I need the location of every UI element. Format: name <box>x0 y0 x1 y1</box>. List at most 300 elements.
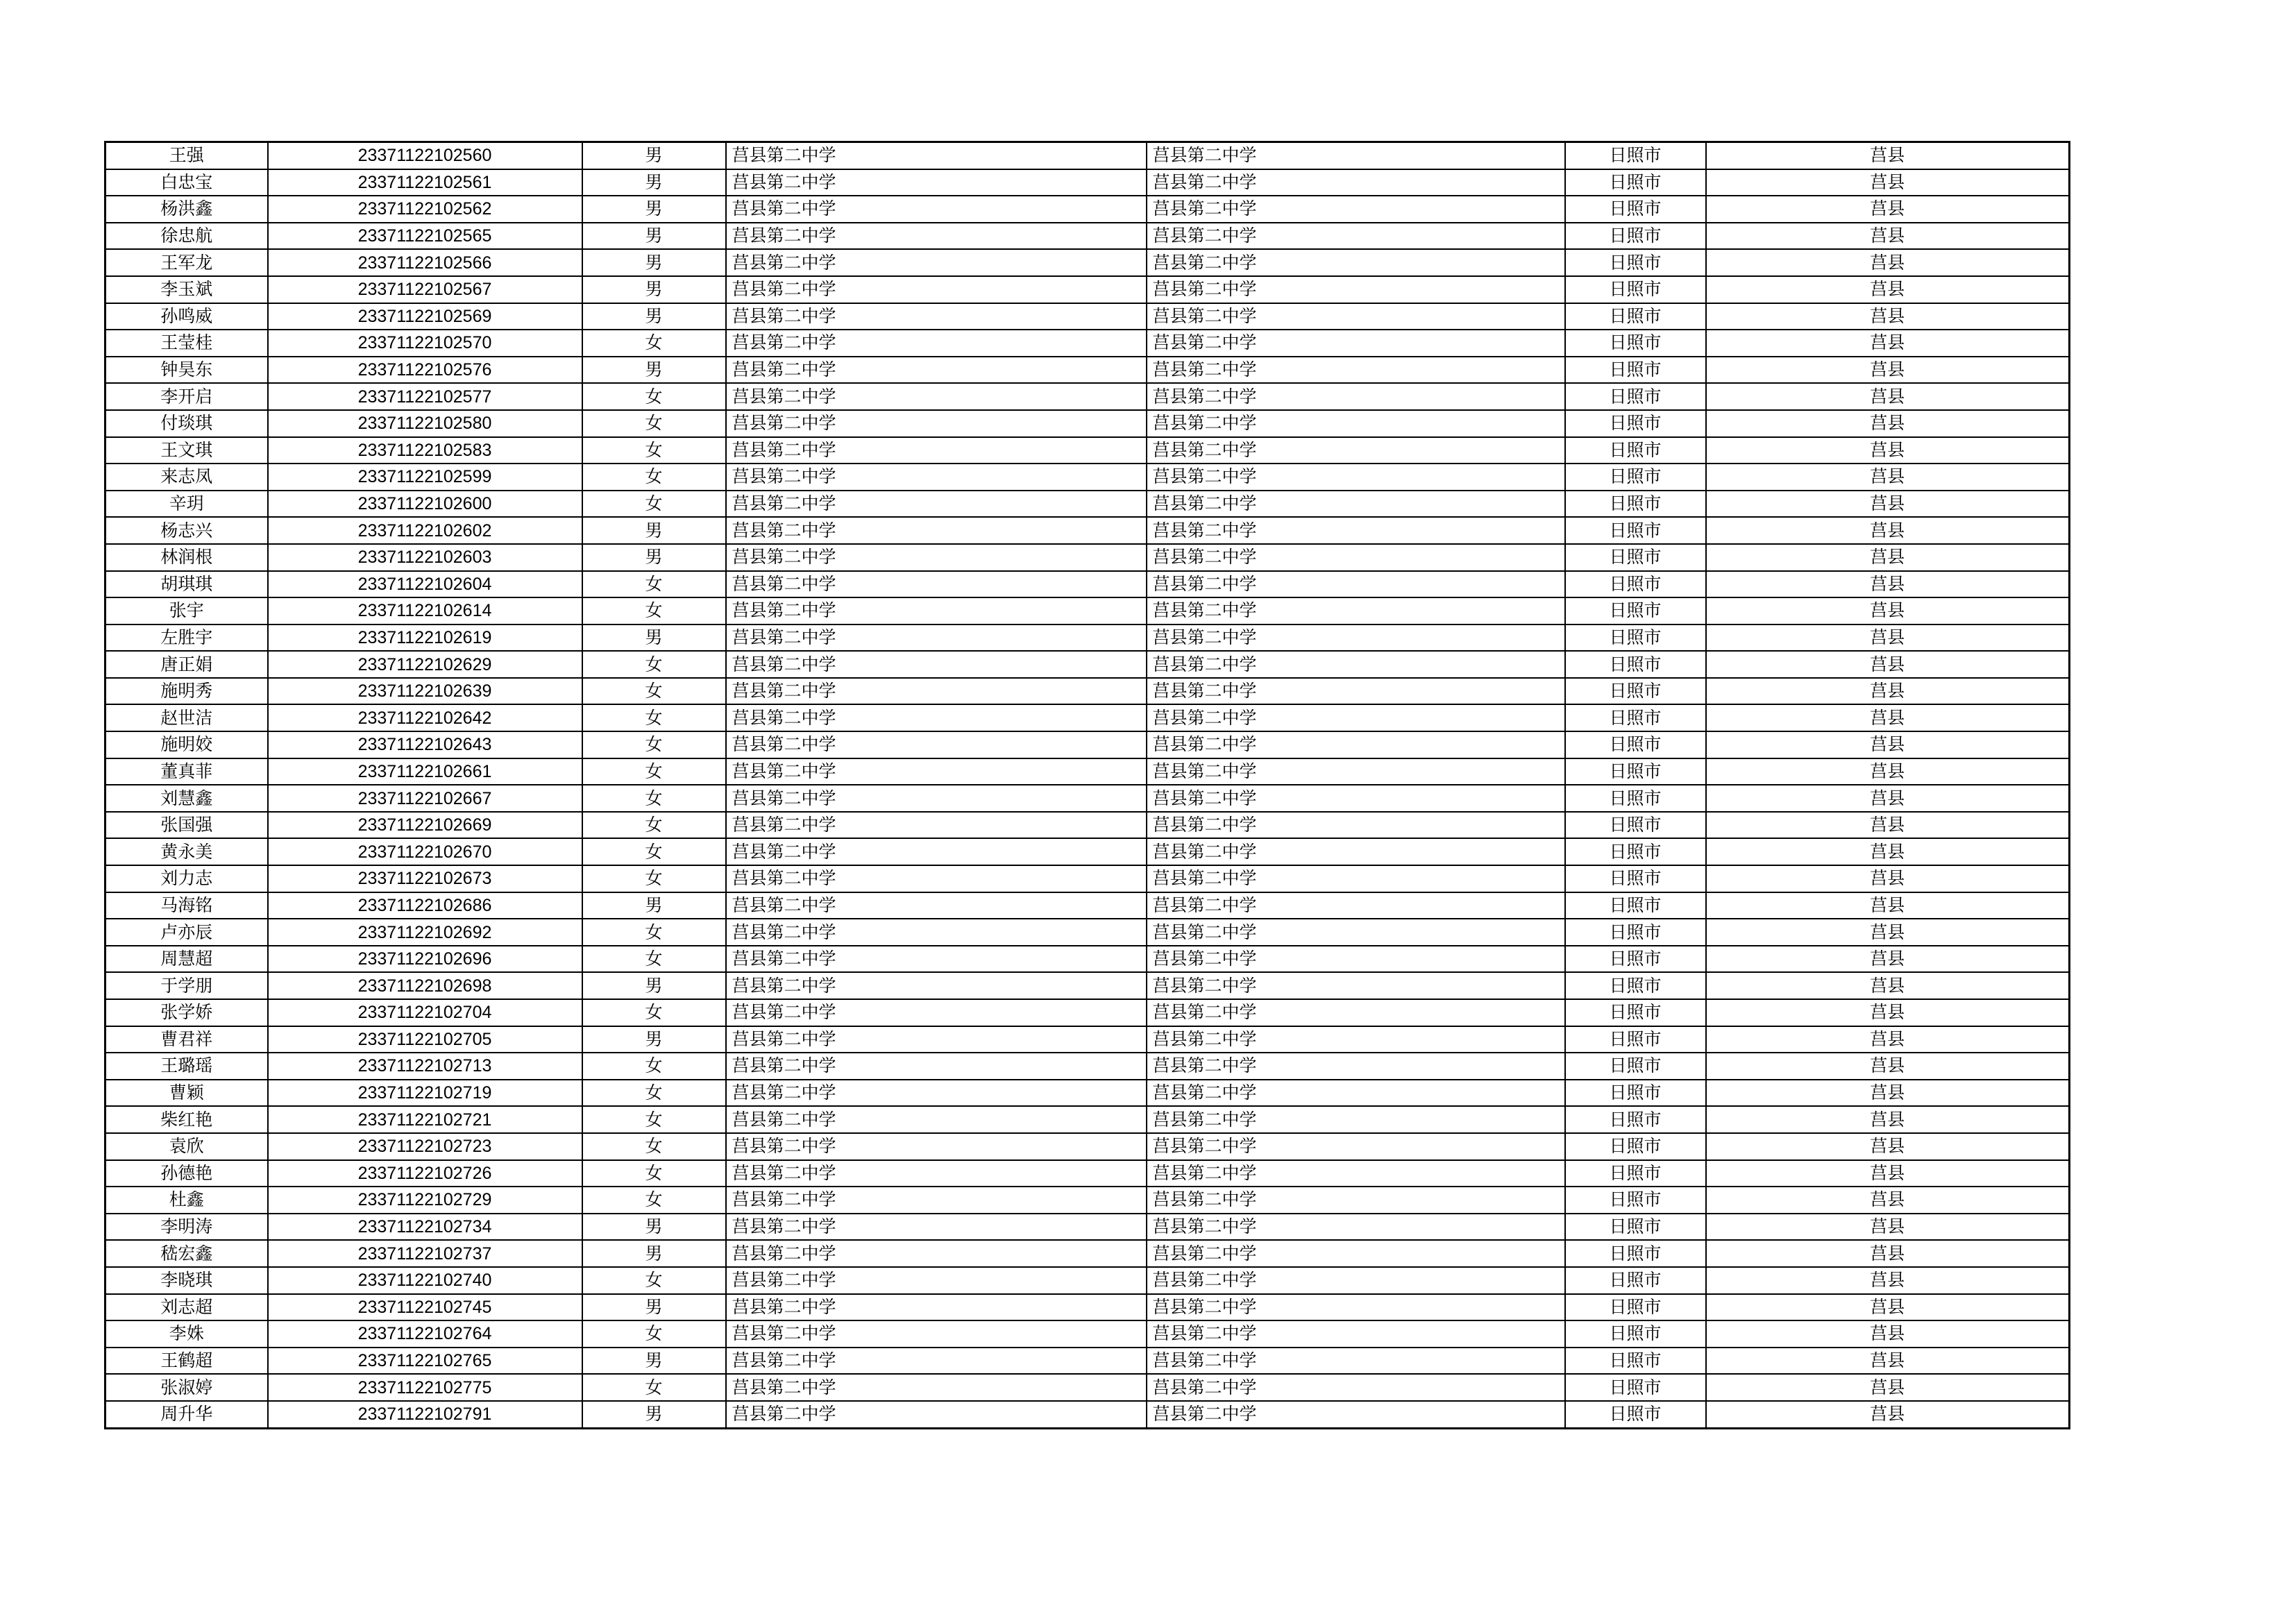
cell-school: 莒县第二中学 <box>726 946 1147 973</box>
cell-city: 日照市 <box>1565 303 1706 330</box>
cell-school: 莒县第二中学 <box>726 624 1147 652</box>
cell-exam-id: 23371122102721 <box>268 1106 582 1133</box>
cell-gender: 女 <box>582 1053 726 1080</box>
cell-county: 莒县 <box>1706 624 2070 652</box>
cell-county: 莒县 <box>1706 571 2070 598</box>
cell-county: 莒县 <box>1706 491 2070 518</box>
cell-gender: 女 <box>582 758 726 785</box>
cell-city: 日照市 <box>1565 999 1706 1026</box>
cell-county: 莒县 <box>1706 544 2070 571</box>
cell-county: 莒县 <box>1706 1320 2070 1348</box>
cell-unit: 莒县第二中学 <box>1147 1106 1565 1133</box>
cell-exam-id: 23371122102670 <box>268 838 582 865</box>
cell-name: 于学朋 <box>105 972 268 999</box>
cell-unit: 莒县第二中学 <box>1147 758 1565 785</box>
cell-name: 白忠宝 <box>105 169 268 196</box>
table-row <box>105 169 2070 196</box>
cell-unit: 莒县第二中学 <box>1147 919 1565 946</box>
cell-gender: 女 <box>582 491 726 518</box>
cell-unit: 莒县第二中学 <box>1147 704 1565 731</box>
table-row <box>105 624 2070 652</box>
cell-unit: 莒县第二中学 <box>1147 892 1565 919</box>
cell-school: 莒县第二中学 <box>726 865 1147 892</box>
cell-school: 莒县第二中学 <box>726 1160 1147 1187</box>
table-row <box>105 1053 2070 1080</box>
cell-county: 莒县 <box>1706 383 2070 410</box>
cell-county: 莒县 <box>1706 865 2070 892</box>
cell-county: 莒县 <box>1706 196 2070 223</box>
cell-name: 徐忠航 <box>105 223 268 250</box>
cell-exam-id: 23371122102667 <box>268 785 582 812</box>
cell-school: 莒县第二中学 <box>726 1187 1147 1214</box>
cell-county: 莒县 <box>1706 1053 2070 1080</box>
cell-unit: 莒县第二中学 <box>1147 330 1565 357</box>
cell-city: 日照市 <box>1565 758 1706 785</box>
cell-unit: 莒县第二中学 <box>1147 571 1565 598</box>
table-row <box>105 972 2070 999</box>
cell-gender: 男 <box>582 892 726 919</box>
cell-unit: 莒县第二中学 <box>1147 812 1565 839</box>
cell-county: 莒县 <box>1706 1348 2070 1375</box>
cell-school: 莒县第二中学 <box>726 383 1147 410</box>
cell-city: 日照市 <box>1565 142 1706 169</box>
table-row <box>105 196 2070 223</box>
cell-city: 日照市 <box>1565 1106 1706 1133</box>
cell-exam-id: 23371122102614 <box>268 597 582 624</box>
cell-exam-id: 23371122102600 <box>268 491 582 518</box>
table-row <box>105 1320 2070 1348</box>
table-row <box>105 919 2070 946</box>
cell-city: 日照市 <box>1565 892 1706 919</box>
cell-unit: 莒县第二中学 <box>1147 169 1565 196</box>
cell-school: 莒县第二中学 <box>726 1106 1147 1133</box>
cell-county: 莒县 <box>1706 357 2070 384</box>
cell-city: 日照市 <box>1565 1267 1706 1294</box>
cell-name: 袁欣 <box>105 1133 268 1160</box>
cell-unit: 莒县第二中学 <box>1147 651 1565 678</box>
cell-county: 莒县 <box>1706 1187 2070 1214</box>
cell-county: 莒县 <box>1706 972 2070 999</box>
cell-city: 日照市 <box>1565 249 1706 276</box>
cell-name: 张淑婷 <box>105 1374 268 1401</box>
cell-name: 孙德艳 <box>105 1160 268 1187</box>
cell-gender: 男 <box>582 223 726 250</box>
table-row <box>105 223 2070 250</box>
cell-unit: 莒县第二中学 <box>1147 464 1565 491</box>
table-row <box>105 785 2070 812</box>
cell-school: 莒县第二中学 <box>726 678 1147 705</box>
table-row <box>105 892 2070 919</box>
cell-unit: 莒县第二中学 <box>1147 410 1565 437</box>
cell-name: 刘慧鑫 <box>105 785 268 812</box>
cell-city: 日照市 <box>1565 383 1706 410</box>
cell-name: 辛玥 <box>105 491 268 518</box>
cell-city: 日照市 <box>1565 571 1706 598</box>
cell-unit: 莒县第二中学 <box>1147 1026 1565 1053</box>
cell-school: 莒县第二中学 <box>726 142 1147 169</box>
cell-unit: 莒县第二中学 <box>1147 1080 1565 1107</box>
cell-name: 王军龙 <box>105 249 268 276</box>
cell-county: 莒县 <box>1706 1240 2070 1267</box>
cell-exam-id: 23371122102723 <box>268 1133 582 1160</box>
table-row <box>105 437 2070 464</box>
cell-unit: 莒县第二中学 <box>1147 249 1565 276</box>
cell-name: 杨洪鑫 <box>105 196 268 223</box>
cell-exam-id: 23371122102686 <box>268 892 582 919</box>
cell-school: 莒县第二中学 <box>726 1026 1147 1053</box>
cell-exam-id: 23371122102561 <box>268 169 582 196</box>
cell-city: 日照市 <box>1565 544 1706 571</box>
cell-unit: 莒县第二中学 <box>1147 437 1565 464</box>
cell-gender: 男 <box>582 972 726 999</box>
cell-school: 莒县第二中学 <box>726 1294 1147 1321</box>
table-row <box>105 1294 2070 1321</box>
cell-county: 莒县 <box>1706 678 2070 705</box>
cell-name: 杜鑫 <box>105 1187 268 1214</box>
cell-school: 莒县第二中学 <box>726 704 1147 731</box>
cell-exam-id: 23371122102698 <box>268 972 582 999</box>
cell-city: 日照市 <box>1565 1214 1706 1241</box>
cell-city: 日照市 <box>1565 196 1706 223</box>
cell-unit: 莒县第二中学 <box>1147 276 1565 303</box>
cell-exam-id: 23371122102719 <box>268 1080 582 1107</box>
cell-name: 周升华 <box>105 1401 268 1428</box>
table-row <box>105 357 2070 384</box>
table-row <box>105 758 2070 785</box>
cell-county: 莒县 <box>1706 169 2070 196</box>
cell-exam-id: 23371122102692 <box>268 919 582 946</box>
cell-county: 莒县 <box>1706 303 2070 330</box>
cell-exam-id: 23371122102775 <box>268 1374 582 1401</box>
cell-name: 王莹桂 <box>105 330 268 357</box>
cell-gender: 男 <box>582 544 726 571</box>
cell-exam-id: 23371122102737 <box>268 1240 582 1267</box>
cell-gender: 男 <box>582 249 726 276</box>
cell-county: 莒县 <box>1706 999 2070 1026</box>
table-row <box>105 464 2070 491</box>
cell-name: 王文琪 <box>105 437 268 464</box>
cell-name: 王强 <box>105 142 268 169</box>
cell-unit: 莒县第二中学 <box>1147 223 1565 250</box>
cell-unit: 莒县第二中学 <box>1147 1214 1565 1241</box>
cell-gender: 男 <box>582 303 726 330</box>
table-row <box>105 704 2070 731</box>
cell-name: 刘志超 <box>105 1294 268 1321</box>
cell-county: 莒县 <box>1706 892 2070 919</box>
cell-school: 莒县第二中学 <box>726 464 1147 491</box>
table-row <box>105 276 2070 303</box>
cell-city: 日照市 <box>1565 1348 1706 1375</box>
cell-city: 日照市 <box>1565 865 1706 892</box>
table-row <box>105 491 2070 518</box>
cell-school: 莒县第二中学 <box>726 544 1147 571</box>
cell-name: 张宇 <box>105 597 268 624</box>
cell-city: 日照市 <box>1565 785 1706 812</box>
cell-school: 莒县第二中学 <box>726 838 1147 865</box>
cell-county: 莒县 <box>1706 1294 2070 1321</box>
cell-county: 莒县 <box>1706 517 2070 544</box>
cell-unit: 莒县第二中学 <box>1147 1133 1565 1160</box>
cell-school: 莒县第二中学 <box>726 1240 1147 1267</box>
cell-name: 曹颖 <box>105 1080 268 1107</box>
cell-gender: 女 <box>582 464 726 491</box>
cell-gender: 男 <box>582 624 726 652</box>
cell-exam-id: 23371122102673 <box>268 865 582 892</box>
cell-gender: 女 <box>582 1080 726 1107</box>
cell-county: 莒县 <box>1706 1080 2070 1107</box>
cell-school: 莒县第二中学 <box>726 1401 1147 1428</box>
cell-unit: 莒县第二中学 <box>1147 1160 1565 1187</box>
cell-gender: 女 <box>582 383 726 410</box>
cell-gender: 女 <box>582 1133 726 1160</box>
cell-exam-id: 23371122102734 <box>268 1214 582 1241</box>
cell-school: 莒县第二中学 <box>726 491 1147 518</box>
cell-exam-id: 23371122102576 <box>268 357 582 384</box>
cell-school: 莒县第二中学 <box>726 1214 1147 1241</box>
table-row <box>105 517 2070 544</box>
cell-city: 日照市 <box>1565 946 1706 973</box>
cell-city: 日照市 <box>1565 1053 1706 1080</box>
cell-city: 日照市 <box>1565 1320 1706 1348</box>
cell-gender: 女 <box>582 865 726 892</box>
cell-gender: 女 <box>582 437 726 464</box>
cell-exam-id: 23371122102580 <box>268 410 582 437</box>
cell-county: 莒县 <box>1706 1106 2070 1133</box>
cell-school: 莒县第二中学 <box>726 196 1147 223</box>
cell-city: 日照市 <box>1565 597 1706 624</box>
cell-exam-id: 23371122102642 <box>268 704 582 731</box>
cell-county: 莒县 <box>1706 731 2070 758</box>
table-row <box>105 1267 2070 1294</box>
cell-name: 刘力志 <box>105 865 268 892</box>
cell-school: 莒县第二中学 <box>726 812 1147 839</box>
cell-exam-id: 23371122102791 <box>268 1401 582 1428</box>
cell-unit: 莒县第二中学 <box>1147 1187 1565 1214</box>
table-row <box>105 838 2070 865</box>
table-row <box>105 1240 2070 1267</box>
table-row <box>105 1160 2070 1187</box>
cell-exam-id: 23371122102570 <box>268 330 582 357</box>
cell-exam-id: 23371122102740 <box>268 1267 582 1294</box>
cell-gender: 男 <box>582 1214 726 1241</box>
cell-exam-id: 23371122102602 <box>268 517 582 544</box>
cell-exam-id: 23371122102765 <box>268 1348 582 1375</box>
cell-city: 日照市 <box>1565 410 1706 437</box>
cell-exam-id: 23371122102583 <box>268 437 582 464</box>
cell-exam-id: 23371122102560 <box>268 142 582 169</box>
cell-unit: 莒县第二中学 <box>1147 517 1565 544</box>
cell-gender: 女 <box>582 330 726 357</box>
cell-county: 莒县 <box>1706 410 2070 437</box>
cell-unit: 莒县第二中学 <box>1147 865 1565 892</box>
cell-name: 周慧超 <box>105 946 268 973</box>
cell-gender: 女 <box>582 999 726 1026</box>
cell-gender: 女 <box>582 812 726 839</box>
cell-gender: 男 <box>582 142 726 169</box>
cell-county: 莒县 <box>1706 1374 2070 1401</box>
cell-exam-id: 23371122102704 <box>268 999 582 1026</box>
cell-gender: 女 <box>582 1106 726 1133</box>
table-row <box>105 142 2070 169</box>
table-row <box>105 1106 2070 1133</box>
cell-exam-id: 23371122102705 <box>268 1026 582 1053</box>
cell-name: 卢亦辰 <box>105 919 268 946</box>
cell-name: 杨志兴 <box>105 517 268 544</box>
cell-unit: 莒县第二中学 <box>1147 1240 1565 1267</box>
cell-city: 日照市 <box>1565 651 1706 678</box>
cell-school: 莒县第二中学 <box>726 410 1147 437</box>
cell-gender: 女 <box>582 1374 726 1401</box>
cell-unit: 莒县第二中学 <box>1147 597 1565 624</box>
cell-gender: 男 <box>582 1294 726 1321</box>
table-row <box>105 544 2070 571</box>
cell-exam-id: 23371122102599 <box>268 464 582 491</box>
table-row <box>105 651 2070 678</box>
cell-school: 莒县第二中学 <box>726 919 1147 946</box>
cell-city: 日照市 <box>1565 437 1706 464</box>
cell-county: 莒县 <box>1706 1026 2070 1053</box>
cell-unit: 莒县第二中学 <box>1147 383 1565 410</box>
cell-city: 日照市 <box>1565 1240 1706 1267</box>
cell-gender: 女 <box>582 597 726 624</box>
cell-county: 莒县 <box>1706 437 2070 464</box>
roster-rows <box>105 142 2070 1429</box>
cell-unit: 莒县第二中学 <box>1147 838 1565 865</box>
cell-name: 胡琪琪 <box>105 571 268 598</box>
cell-gender: 女 <box>582 785 726 812</box>
cell-name: 黄永美 <box>105 838 268 865</box>
cell-name: 施明秀 <box>105 678 268 705</box>
cell-county: 莒县 <box>1706 1401 2070 1428</box>
cell-city: 日照市 <box>1565 1026 1706 1053</box>
cell-unit: 莒县第二中学 <box>1147 1401 1565 1428</box>
cell-school: 莒县第二中学 <box>726 758 1147 785</box>
cell-school: 莒县第二中学 <box>726 223 1147 250</box>
cell-city: 日照市 <box>1565 624 1706 652</box>
table-row <box>105 865 2070 892</box>
cell-unit: 莒县第二中学 <box>1147 1053 1565 1080</box>
table-row <box>105 946 2070 973</box>
cell-city: 日照市 <box>1565 517 1706 544</box>
cell-school: 莒县第二中学 <box>726 330 1147 357</box>
cell-county: 莒县 <box>1706 838 2070 865</box>
cell-name: 李晓琪 <box>105 1267 268 1294</box>
cell-school: 莒县第二中学 <box>726 731 1147 758</box>
cell-county: 莒县 <box>1706 812 2070 839</box>
cell-exam-id: 23371122102764 <box>268 1320 582 1348</box>
cell-unit: 莒县第二中学 <box>1147 1374 1565 1401</box>
cell-gender: 女 <box>582 410 726 437</box>
cell-exam-id: 23371122102639 <box>268 678 582 705</box>
cell-name: 施明姣 <box>105 731 268 758</box>
cell-name: 孙鸣威 <box>105 303 268 330</box>
cell-gender: 男 <box>582 1240 726 1267</box>
table-row <box>105 1080 2070 1107</box>
cell-county: 莒县 <box>1706 249 2070 276</box>
cell-exam-id: 23371122102604 <box>268 571 582 598</box>
cell-gender: 男 <box>582 1026 726 1053</box>
cell-gender: 女 <box>582 919 726 946</box>
cell-name: 张学娇 <box>105 999 268 1026</box>
cell-gender: 女 <box>582 731 726 758</box>
cell-gender: 男 <box>582 169 726 196</box>
cell-school: 莒县第二中学 <box>726 571 1147 598</box>
cell-city: 日照市 <box>1565 464 1706 491</box>
cell-gender: 男 <box>582 357 726 384</box>
cell-name: 李玉斌 <box>105 276 268 303</box>
cell-school: 莒县第二中学 <box>726 517 1147 544</box>
cell-unit: 莒县第二中学 <box>1147 544 1565 571</box>
cell-name: 赵世洁 <box>105 704 268 731</box>
cell-city: 日照市 <box>1565 330 1706 357</box>
cell-school: 莒县第二中学 <box>726 1320 1147 1348</box>
cell-exam-id: 23371122102619 <box>268 624 582 652</box>
table-row <box>105 678 2070 705</box>
cell-unit: 莒县第二中学 <box>1147 1320 1565 1348</box>
cell-school: 莒县第二中学 <box>726 169 1147 196</box>
table-row <box>105 330 2070 357</box>
cell-name: 付琰琪 <box>105 410 268 437</box>
cell-name: 林润根 <box>105 544 268 571</box>
cell-exam-id: 23371122102726 <box>268 1160 582 1187</box>
cell-name: 来志凤 <box>105 464 268 491</box>
table-row <box>105 410 2070 437</box>
cell-unit: 莒县第二中学 <box>1147 1348 1565 1375</box>
cell-exam-id: 23371122102643 <box>268 731 582 758</box>
cell-city: 日照市 <box>1565 1294 1706 1321</box>
cell-gender: 男 <box>582 276 726 303</box>
cell-county: 莒县 <box>1706 785 2070 812</box>
cell-gender: 女 <box>582 1160 726 1187</box>
cell-city: 日照市 <box>1565 169 1706 196</box>
cell-unit: 莒县第二中学 <box>1147 624 1565 652</box>
cell-city: 日照市 <box>1565 972 1706 999</box>
cell-gender: 男 <box>582 1401 726 1428</box>
cell-gender: 女 <box>582 571 726 598</box>
cell-city: 日照市 <box>1565 678 1706 705</box>
cell-gender: 女 <box>582 651 726 678</box>
cell-gender: 女 <box>582 704 726 731</box>
table-row <box>105 999 2070 1026</box>
cell-name: 钟昊东 <box>105 357 268 384</box>
cell-exam-id: 23371122102713 <box>268 1053 582 1080</box>
cell-unit: 莒县第二中学 <box>1147 491 1565 518</box>
cell-city: 日照市 <box>1565 731 1706 758</box>
cell-city: 日照市 <box>1565 919 1706 946</box>
cell-school: 莒县第二中学 <box>726 1133 1147 1160</box>
cell-gender: 女 <box>582 1267 726 1294</box>
cell-unit: 莒县第二中学 <box>1147 731 1565 758</box>
cell-city: 日照市 <box>1565 1187 1706 1214</box>
cell-exam-id: 23371122102577 <box>268 383 582 410</box>
cell-exam-id: 23371122102567 <box>268 276 582 303</box>
cell-school: 莒县第二中学 <box>726 785 1147 812</box>
cell-exam-id: 23371122102669 <box>268 812 582 839</box>
cell-county: 莒县 <box>1706 276 2070 303</box>
cell-school: 莒县第二中学 <box>726 303 1147 330</box>
cell-county: 莒县 <box>1706 1133 2070 1160</box>
cell-county: 莒县 <box>1706 1160 2070 1187</box>
cell-county: 莒县 <box>1706 651 2070 678</box>
cell-name: 李开启 <box>105 383 268 410</box>
cell-county: 莒县 <box>1706 464 2070 491</box>
cell-county: 莒县 <box>1706 1267 2070 1294</box>
table-row <box>105 812 2070 839</box>
cell-exam-id: 23371122102696 <box>268 946 582 973</box>
table-row <box>105 383 2070 410</box>
cell-city: 日照市 <box>1565 704 1706 731</box>
cell-exam-id: 23371122102661 <box>268 758 582 785</box>
